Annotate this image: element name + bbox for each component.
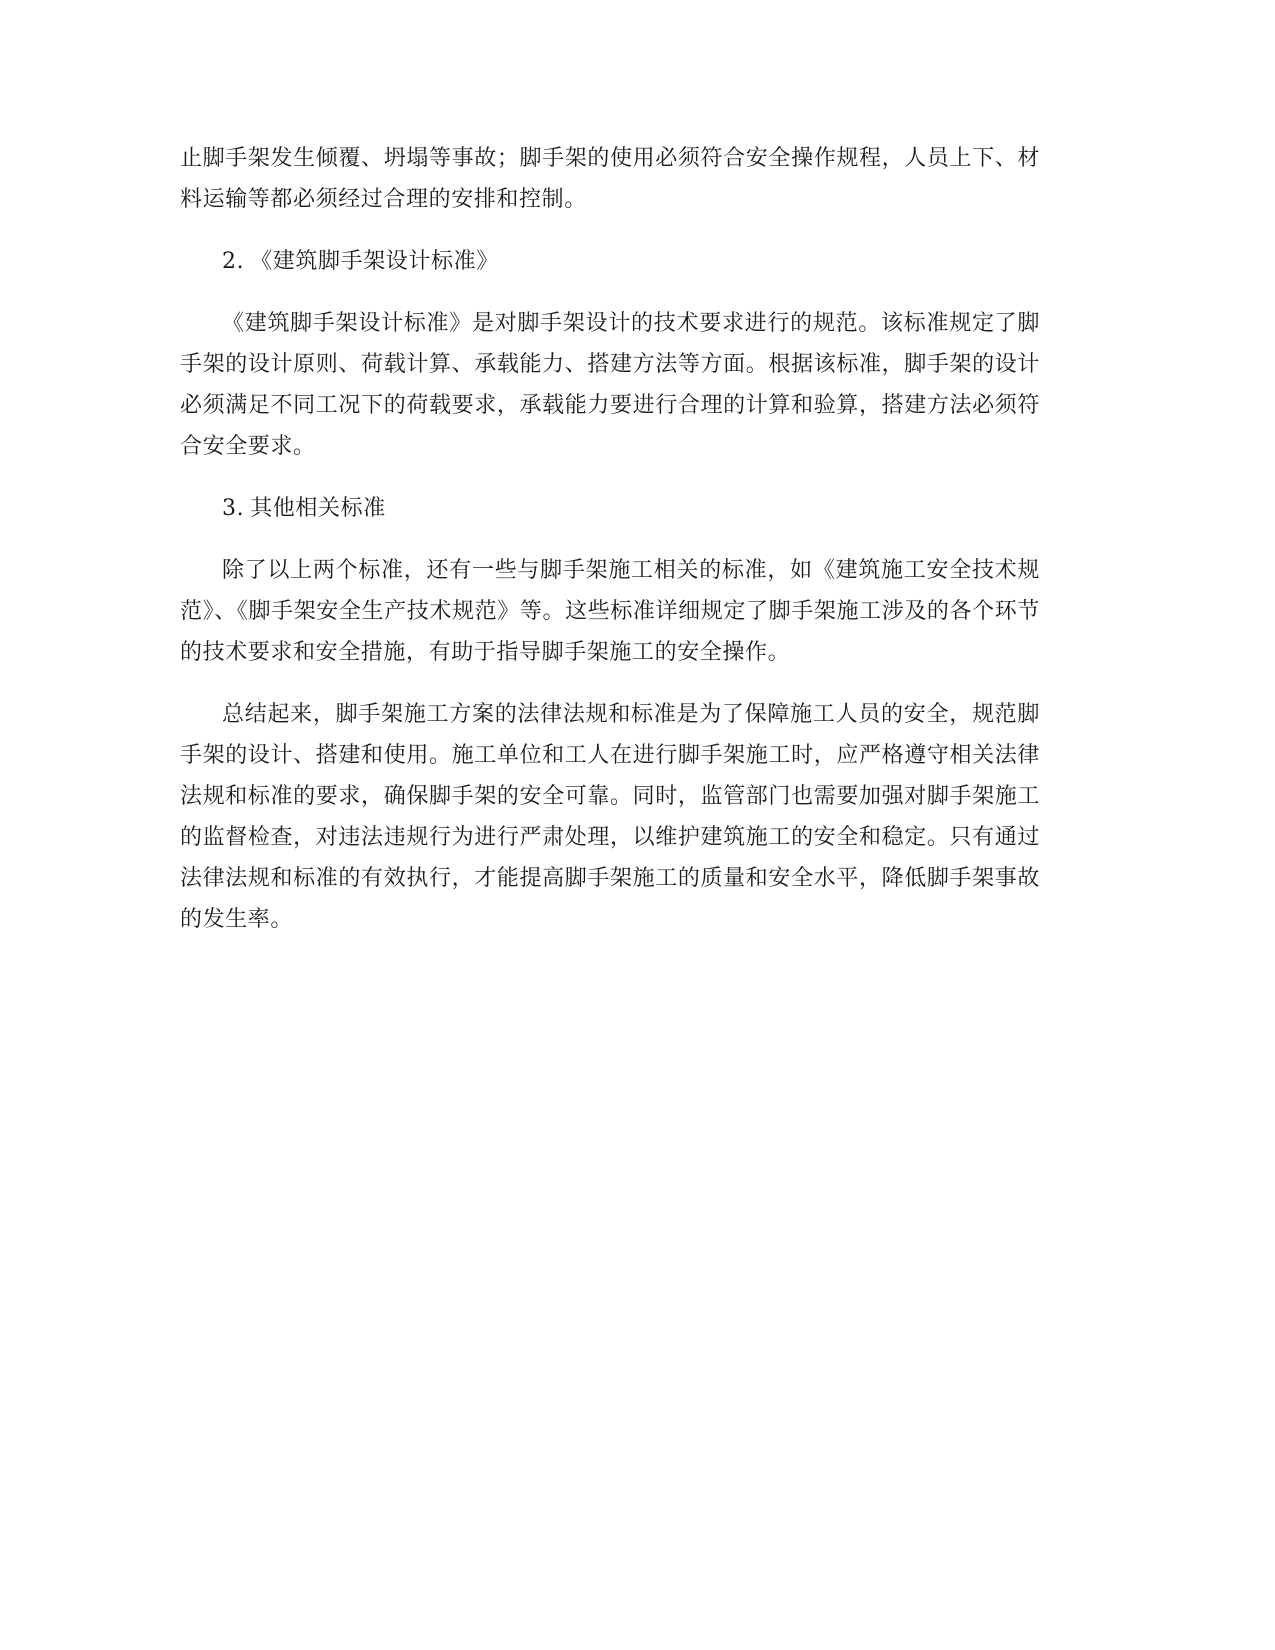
section-title: 其他相关标准 xyxy=(250,496,386,521)
paragraph-other-standards: 除了以上两个标准，还有一些与脚手架施工相关的标准，如《建筑施工安全技术规范》、《脚手架安全生产技术规范》等。这些标准详细规定了脚手架施工涉及的各个环节的技术要求和安全措施，有助于指导脚手架施工的安全操作。 xyxy=(180,558,1040,665)
section-title: 《建筑脚手架设计标准》 xyxy=(250,249,499,274)
section-heading-3 xyxy=(180,488,1040,529)
section-number: 3. xyxy=(222,496,245,521)
document-page xyxy=(180,138,1040,961)
section-heading-2 xyxy=(180,241,1040,282)
section-number: 2. xyxy=(222,249,245,274)
paragraph-continuation: 止脚手架发生倾覆、坍塌等事故；脚手架的使用必须符合安全操作规程，人员上下、材料运输等都必须经过合理的安排和控制。 xyxy=(180,146,1040,212)
paragraph-summary: 总结起来，脚手架施工方案的法律法规和标准是为了保障施工人员的安全，规范脚手架的设计、搭建和使用。施工单位和工人在进行脚手架施工时，应严格遵守相关法律法规和标准的要求，确保脚手架的安全可靠。同时，监管部门也需要加强对脚手架施工的监督检查，对违法违规行为进行严肃处理，以维护建筑施工的安全和稳定。只有通过法律法规和标准的有效执行，才能提高脚手架施工的质量和安全水平，降低脚手架事故的发生率。 xyxy=(180,702,1040,932)
paragraph-design-standard: 《建筑脚手架设计标准》是对脚手架设计的技术要求进行的规范。该标准规定了脚手架的设计原则、荷载计算、承载能力、搭建方法等方面。根据该标准，脚手架的设计必须满足不同工况下的荷载要求，承载能力要进行合理的计算和验算，搭建方法必须符合安全要求。 xyxy=(180,311,1040,459)
